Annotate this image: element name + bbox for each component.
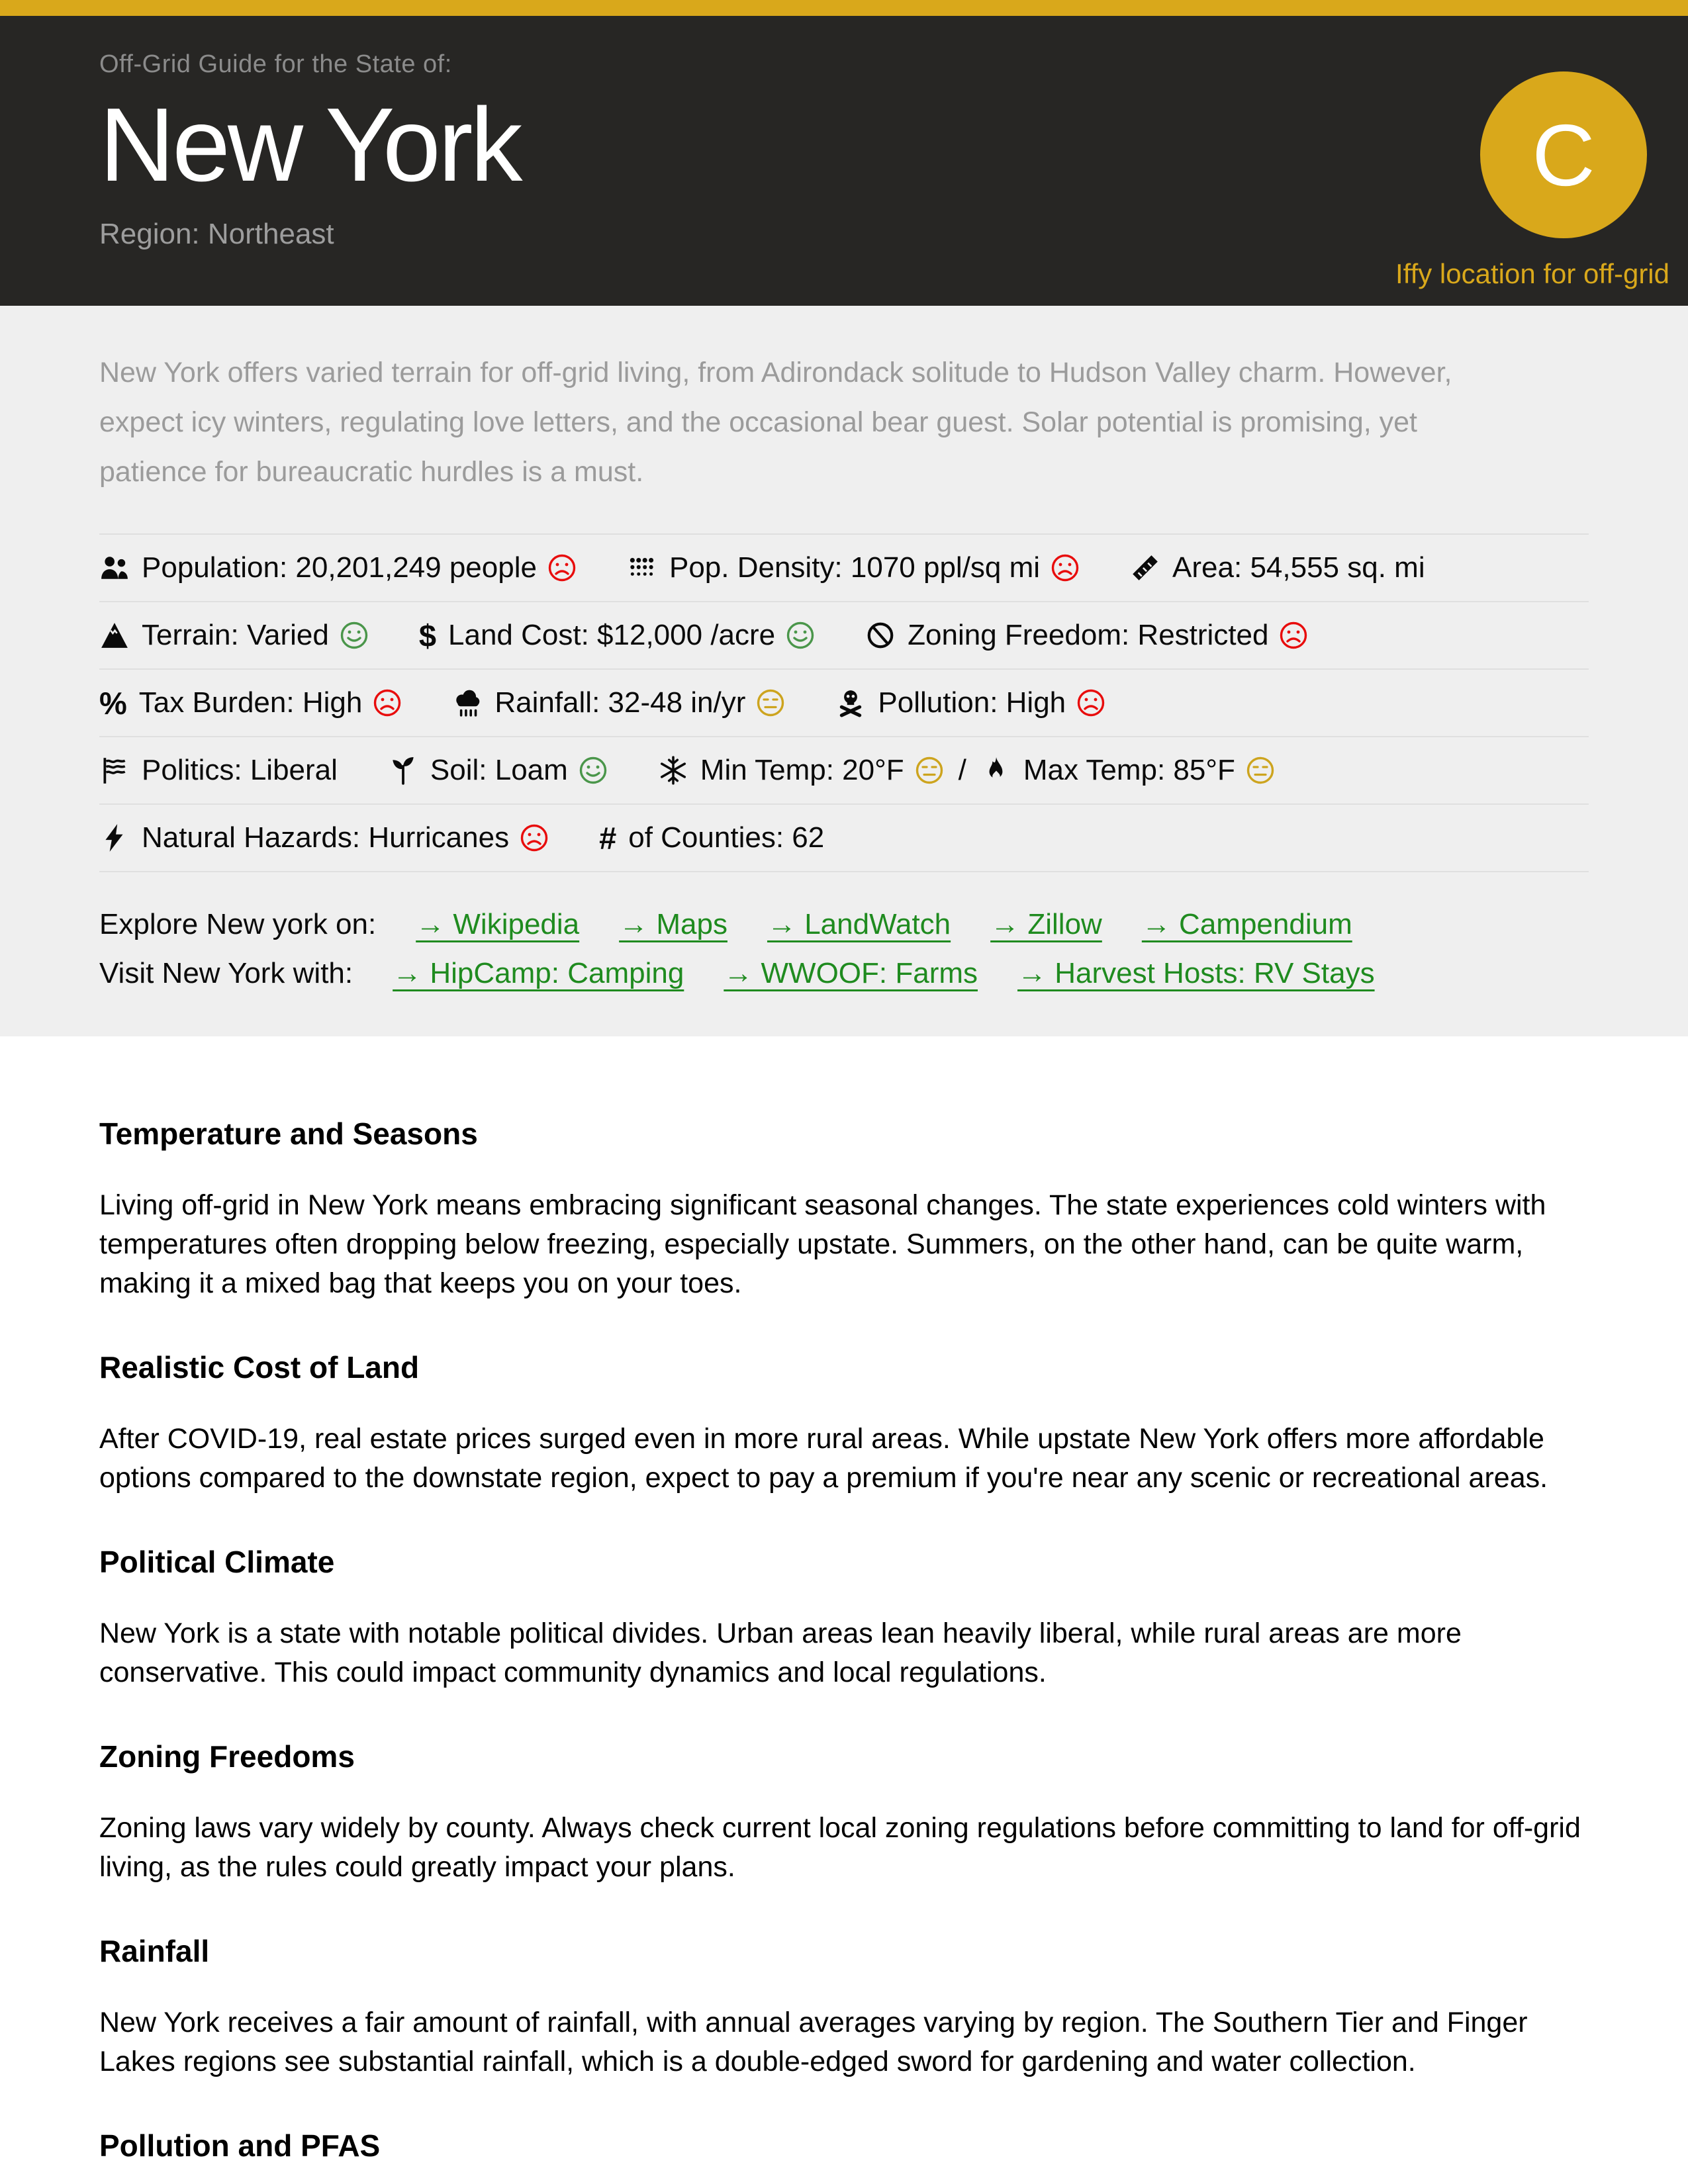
stat-rainfall [452, 686, 785, 719]
section-paragraph: Living off-grid in New York means embracing significant seasonal changes. The state experiences cold winters with temperatures often dropping below freezing, especially upstate. Summers, on the other hand, can be quite warm, making it a mixed bag that keeps you on your toes. [99, 1189, 1546, 1299]
section-paragraph: New York receives a fair amount of rainfall, with annual averages varying by region. The Southern Tier and Finger Lakes regions see substantial rainfall, which is a double-edged sword for gardening and water collection. [99, 2007, 1528, 2077]
stat-pop-density [627, 551, 1080, 584]
density-icon [627, 553, 657, 583]
stat-tax-burden [99, 685, 402, 721]
section-heading: Pollution and PFAS [99, 2128, 381, 2163]
stat-area [1130, 551, 1425, 584]
header-kicker: Off-Grid Guide for the State of: [99, 50, 452, 78]
top-accent-bar [0, 0, 1688, 16]
sad-face-icon [547, 553, 577, 582]
visit-label: Visit New York with: [99, 957, 353, 989]
sad-face-icon [1279, 621, 1308, 650]
snowflake-icon [658, 755, 688, 786]
stat-counties [599, 820, 824, 856]
stat-temperature-range [658, 754, 1275, 787]
stats-row [99, 736, 1589, 803]
link-harvest-hosts[interactable]: → Harvest Hosts: RV Stays [1017, 957, 1375, 989]
grade-badge [1480, 71, 1647, 238]
stat-label: Zoning Freedom: Restricted [908, 619, 1269, 651]
section-heading: Political Climate [99, 1545, 335, 1579]
link-zillow[interactable]: → Zillow [990, 908, 1102, 940]
temp-separator: / [958, 754, 966, 786]
stat-zoning [865, 619, 1308, 652]
stats-row [99, 533, 1589, 601]
skull-icon [835, 688, 866, 718]
section-heading: Realistic Cost of Land [99, 1350, 420, 1385]
link-hipcamp[interactable]: → HipCamp: Camping [393, 957, 684, 989]
stat-soil [388, 754, 608, 787]
seedling-icon [388, 755, 418, 786]
link-maps[interactable]: → Maps [619, 908, 727, 940]
section-political-climate [99, 1544, 1589, 1692]
intro-paragraph: New York offers varied terrain for off-grid living, from Adirondack solitude to Hudson Valley charm. However, expect icy winters, regulating love letters, and the occasional bear guest. Solar potential is promising, yet patience for bureaucratic hurdles is a must. [99, 357, 1452, 488]
explore-links-row [99, 908, 1589, 941]
region-subtitle: Region: Northeast [99, 217, 334, 250]
neutral-face-icon [915, 756, 944, 785]
stat-label: Politics: Liberal [142, 754, 338, 786]
grade-letter: C [1532, 106, 1595, 204]
stat-label: Land Cost: $12,000 /acre [448, 619, 776, 651]
sad-face-icon [1051, 553, 1080, 582]
mountain-icon [99, 620, 130, 651]
stat-label: Terrain: Varied [142, 619, 329, 651]
section-rainfall [99, 1933, 1589, 2081]
stat-label: Pop. Density: 1070 ppl/sq mi [669, 551, 1041, 584]
section-heading: Zoning Freedoms [99, 1739, 355, 1774]
stat-politics [99, 754, 338, 787]
neutral-face-icon [1246, 756, 1275, 785]
stat-label: Tax Burden: High [138, 686, 363, 719]
section-paragraph: Zoning laws vary widely by county. Always check current local zoning regulations before committing to land for off-grid living, as the rules could greatly impact your plans. [99, 1812, 1581, 1883]
link-wwoof[interactable]: → WWOOF: Farms [724, 957, 978, 989]
link-wikipedia[interactable]: → Wikipedia [416, 908, 580, 940]
flame-icon [981, 755, 1011, 786]
sad-face-icon [520, 823, 549, 852]
stat-label: Area: 54,555 sq. mi [1172, 551, 1425, 584]
stats-row [99, 601, 1589, 668]
section-zoning-freedoms [99, 1739, 1589, 1887]
stat-natural-hazards [99, 821, 549, 854]
stats-table [99, 533, 1589, 872]
section-paragraph: After COVID-19, real estate prices surged even in more rural areas. While upstate New York offers more affordable options compared to the downstate region, expect to pay a premium if you're near any scenic or recreational areas. [99, 1423, 1548, 1494]
neutral-face-icon [756, 688, 785, 717]
grade-note: Iffy location for off-grid [1395, 258, 1669, 289]
stats-row [99, 668, 1589, 736]
explore-label: Explore New york on: [99, 908, 377, 940]
stat-label: Max Temp: 85°F [1023, 754, 1235, 786]
people-icon [99, 553, 130, 583]
section-pollution-pfas [99, 2128, 1589, 2163]
ruler-icon [1130, 553, 1160, 583]
section-paragraph: New York is a state with notable political divides. Urban areas lean heavily liberal, while rural areas are more conservative. This could impact community dynamics and local regulations. [99, 1617, 1462, 1688]
sad-face-icon [1076, 688, 1105, 717]
happy-face-icon [786, 621, 815, 650]
page-title: New York [99, 87, 520, 203]
stats-row [99, 803, 1589, 871]
rain-cloud-icon [452, 688, 483, 718]
happy-face-icon [579, 756, 608, 785]
stat-population [99, 551, 577, 584]
link-landwatch[interactable]: → LandWatch [767, 908, 951, 940]
percent-icon: % [99, 685, 127, 721]
stat-label: of Counties: 62 [628, 821, 825, 854]
stat-land-cost [419, 617, 815, 654]
stat-terrain [99, 619, 369, 652]
stat-label: Rainfall: 32-48 in/yr [494, 686, 746, 719]
stat-label: Population: 20,201,249 people [142, 551, 537, 584]
stat-label: Pollution: High [878, 686, 1066, 719]
no-entry-icon [865, 620, 896, 651]
flag-icon [99, 755, 130, 786]
stat-label: Natural Hazards: Hurricanes [142, 821, 510, 854]
stat-pollution [835, 686, 1105, 719]
article-content [0, 1036, 1688, 2163]
stat-label: Soil: Loam [430, 754, 568, 786]
section-heading: Rainfall [99, 1934, 210, 1968]
link-campendium[interactable]: → Campendium [1141, 908, 1352, 940]
section-cost-of-land [99, 1349, 1589, 1498]
sad-face-icon [373, 688, 402, 717]
section-heading: Temperature and Seasons [99, 1116, 478, 1151]
hash-icon: # [599, 820, 617, 856]
lightning-bolt-icon [99, 823, 130, 853]
dollar-icon: $ [418, 617, 437, 653]
summary-panel [0, 306, 1688, 1036]
happy-face-icon [340, 621, 369, 650]
stat-label: Min Temp: 20°F [700, 754, 904, 786]
visit-links-row [99, 957, 1589, 990]
section-temperature [99, 1116, 1589, 1303]
page-header [0, 16, 1688, 306]
